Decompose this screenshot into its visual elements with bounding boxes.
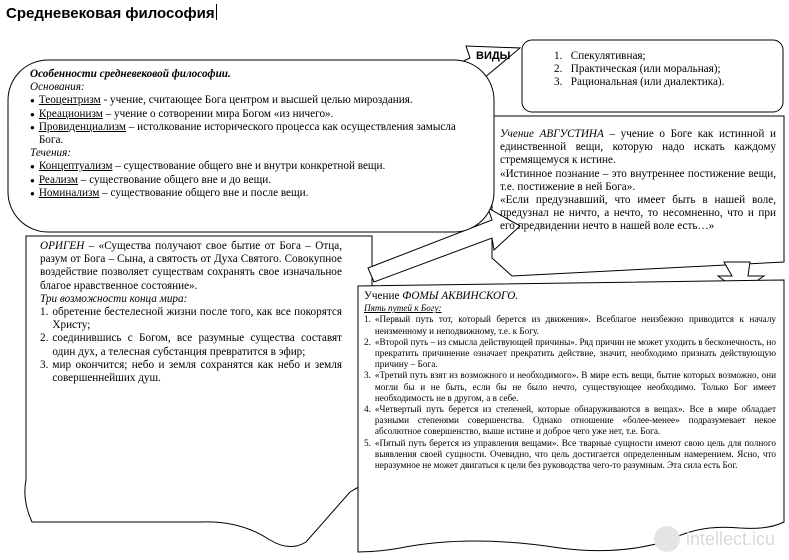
ends-item: 1. обретение бестелесной жизни после того, как все покорятся Христу; [40, 306, 342, 332]
way-item: 1. «Первый путь тот, который берется из движения». Всеблагое неизбежно приводится к началу неизменному и неподвижному, т.е. к Богу. [364, 314, 776, 336]
way-item: 3. «Третий путь взят из возможного и необходимого». В мире есть вещи, бытие которых возможно, они могли бы и не быть, если бы не было нечто, существующее необходимо. Только Бог имеет необходимость не в другом, а в себе. [364, 370, 776, 403]
ends-item: 3. мир окончится; небо и земля сохранятся как небо и земля совершеннейших душ. [40, 358, 342, 385]
watermark: intellect.icu [654, 526, 775, 552]
aquinas-subhead: Пять путей к Богу: [364, 303, 442, 314]
bullet-item: ● Провиденциализм – истолкование исторического процесса как осуществления замысла Бога. [30, 120, 456, 147]
augustine-quote: «Истинное познание – это внутреннее постижение вещи, т.е. постижение в ней Бога». [500, 167, 776, 193]
bullet-item: ● Концептуализм – существование общего вне и внутри конкретной вещи. [30, 160, 386, 173]
page-title: Средневековая философия [6, 5, 215, 22]
bullet-item: ● Номинализм – существование общего вне и после вещи. [30, 186, 309, 199]
way-item: 5. «Пятый путь берется из управления вещами». Все тварные сущности имеют свою цель для полного выявления своей сущности. Очевидно, что цель достигается определенным намерением. Ясно, что неразумное не может двигаться к цели без руководства чего-то разумным. Эта сила есть Бог. [364, 437, 776, 471]
way-item: 2. «Второй путь – из смысла действующей причины». Ряд причин не может уходить в бесконечность, но прекратить причинение означает прекратить действие, значит, необходимо признать действующую причину – Бога. [364, 336, 776, 370]
vidy-item: 1. Спекулятивная; [554, 50, 646, 62]
augustine-section [500, 128, 776, 234]
bullet-item: ● Реализм – существование общего вне и до вещи. [30, 173, 271, 186]
features-section [30, 68, 476, 200]
ends-item: 2. соединившись с Богом, все разумные существа составят один дух, а телесная субстанция превратится в эфир; [40, 332, 342, 358]
ends-label: Три возможности конца мира: [40, 292, 188, 305]
augustine-quote: «Если предузнавший, что имеет быть в нашей воле, предузнал не ничто, а нечто, то несомненно, что и при его предвидении нечто в нашей воле есть…» [500, 194, 776, 233]
currents-label: Течения: [30, 147, 72, 160]
augustine-text: Учение АВГУСТИНА – учение о Боге как истинной и единственной вещи, которую надо искать каждому стремящемуся к истине. [500, 128, 776, 167]
aquinas-heading: Учение ФОМЫ АКВИНСКОГО. [364, 290, 519, 302]
origen-text: ОРИГЕН – «Существа получают свое бытие от Бога – Отца, разум от Бога – Сына, а святость от Духа Святого. Совокупное воздействие позволяет существам сохранять свое изначальное благое нравственное состояние». [40, 240, 342, 292]
bases-label: Основания: [30, 81, 85, 94]
features-heading: Особенности средневековой философии. [30, 68, 231, 80]
vidy-label: ВИДЫ [476, 50, 511, 62]
vidy-item: 3. Рациональная (или диалектика). [554, 76, 725, 89]
way-item: 4. «Четвертый путь берется из степеней, которые обнаруживаются в вещах». Все в мире обладает разными степенями совершенства. Однако отношение «более-менее» подразумевает некое абсолютное совершенство, выше истине и доброе чего уже нет, т.е. Бога. [364, 404, 776, 437]
bullet-item: ● Теоцентризм - учение, считающее Бога центром и высшей целью мироздания. [30, 94, 413, 107]
origen-section [40, 240, 342, 385]
vidy-list [554, 50, 780, 90]
vidy-item: 2. Практическая (или моральная); [554, 63, 721, 76]
watermark-logo-icon [654, 526, 680, 552]
bullet-item: ● Креационизм – учение о сотворении мира Богом «из ничего». [30, 107, 334, 120]
aquinas-section [364, 290, 776, 471]
